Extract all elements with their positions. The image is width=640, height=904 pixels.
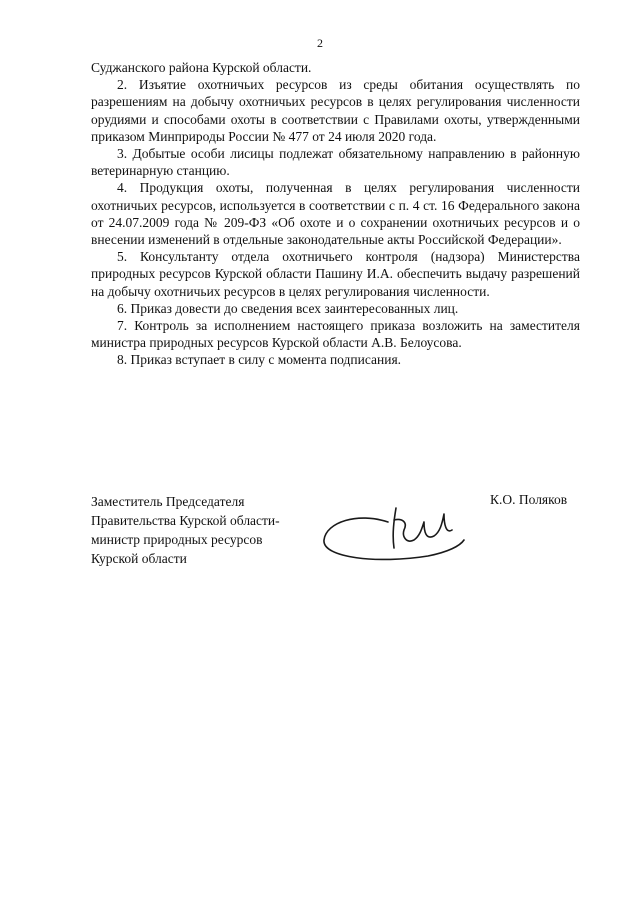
signer-position [91,492,351,568]
paragraph-7: 7. Контроль за исполнением настоящего приказа возложить на заместителя министра природных ресурсов Курской области А.В. Белоусова. [91,318,580,351]
paragraph-3: 3. Добытые особи лисицы подлежат обязательному направлению в районную ветеринарную станцию. [91,146,580,179]
signer-position-line: Заместитель Председателя [91,494,245,509]
paragraph-2: 2. Изъятие охотничьих ресурсов из среды обитания осуществлять по разрешениям на добычу охотничьих ресурсов в целях регулирования численности орудиями и способами охоты в соответствии с Правилами охоты, утвержденными приказом Минприроды России № 477 от 24 июля 2020 года. [91,77,580,144]
paragraph-8: 8. Приказ вступает в силу с момента подписания. [117,352,402,368]
paragraph-5: 5. Консультанту отдела охотничьего контроля (надзора) Министерства природных ресурсов Курской области Пашину И.А. обеспечить выдачу разрешений на добычу охотничьих ресурсов в целях регулирования численности. [91,249,580,299]
signer-position-line: министр природных ресурсов [91,532,263,547]
page-number: 2 [317,36,323,50]
paragraph-6: 6. Приказ довести до сведения всех заинтересованных лиц. [117,300,459,316]
signer-name: К.О. Поляков [490,492,568,507]
paragraph-4: 4. Продукция охоты, полученная в целях регулирования численности охотничьих ресурсов, используется в соответствии с п. 4 ст. 16 Федерального закона от 24.07.2009 года № 209-ФЗ «Об охоте и о сохранении охотничьих ресурсов и о внесении изменений в отдельные законодательные акты Российской Федерации». [91,180,580,248]
document-body [91,59,580,369]
handwritten-signature [318,500,468,570]
paragraph-continuation: Суджанского района Курской области. [91,60,312,75]
signer-position-line: Правительства Курской области- [91,513,280,528]
signer-position-line: Курской области [91,551,187,566]
